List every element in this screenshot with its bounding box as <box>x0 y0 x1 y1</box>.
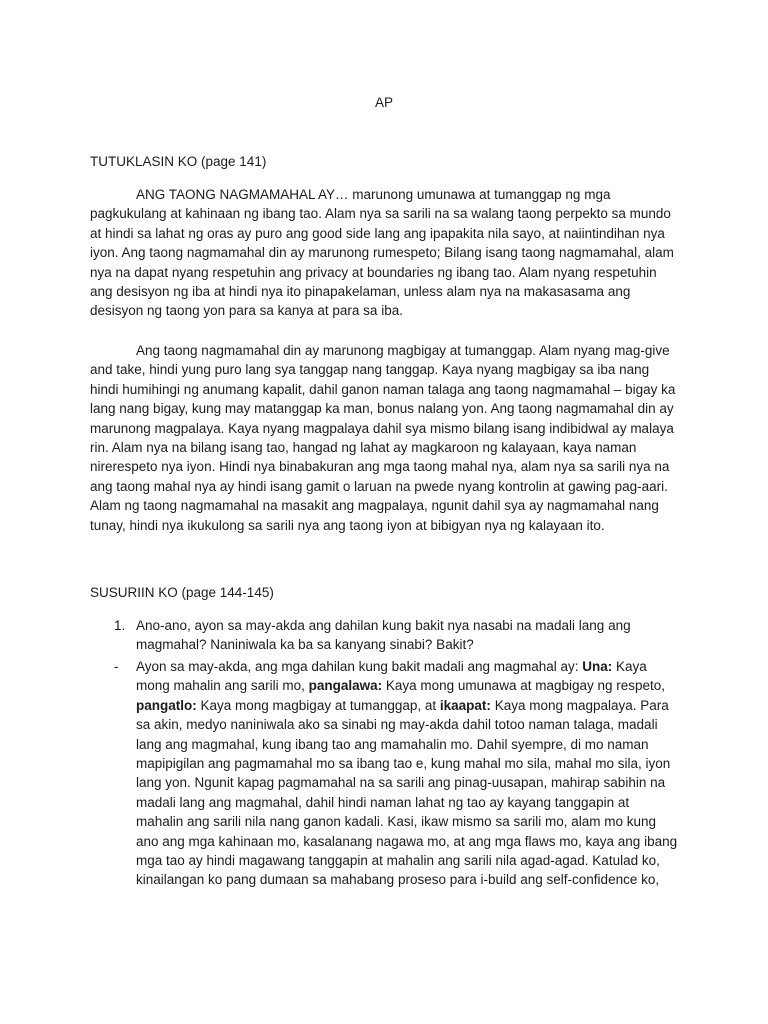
label-una: Una: <box>582 659 613 674</box>
document-title: AP <box>374 95 393 110</box>
answer-text <box>136 657 680 890</box>
label-ikaapat: ikaapat: <box>439 697 491 713</box>
label-pangalawa: pangalawa: <box>308 678 383 694</box>
paragraph-2: Ang taong nagmamahal din ay marunong magbigay at tumanggap. Alam nyang mag-give and take, hindi yung puro lang sya tanggap nang tanggap. Kaya nyang magbigay sa iba nang hindi humihingi ng anumang kapalit, dahil ganon naman talaga ang taong nagmamahal – bigay ka lang nang bigay, kung may matanggap ka man, bonus nalang yon. Ang taong nagmamahal din ay marunong magpalaya. Kaya nyang magpalaya dahil sya mismo bilang isang indibidwal ay malaya rin. Alam nya na bilang isang tao, hangad ng lahat ay magkaroon ng kalayaan, kaya naman nirerespeto nya iyon. Hindi nya binabakuran ang mga taong mahal nya, alam nya sa sarili nya na ang taong mahal nya ay hindi isang gamit o laruan na pwede nyang kontrolin at gawing pag-aari. Alam ng taong nagmamahal na masakit ang magpalaya, ngunit dahil sya ay nagmamahal nang tunay, hindi nya ikukulong sa sarili nya ang taong iyon at bibigyan nya ng kalayaan ito. <box>90 343 676 533</box>
label-pangatlo: pangatlo: <box>136 697 197 713</box>
section-heading-susuriin: SUSURIIN KO (page 144-145) <box>90 585 274 600</box>
text-pangatlo: Kaya mong magbigay at tumanggap, at <box>196 697 440 713</box>
paragraph-1: ANG TAONG NAGMAMAHAL AY… marunong umunawa at tumanggap ng mga pagkukulang at kahinaan ng ibang tao. Alam nya sa sarili na sa walang taong perpekto sa mundo at hindi sa lahat ng oras ay puro ang good side lang ang ipapakita nila sayo, at naiintindihan nya iyon. Ang taong nagmamahal din ay marunong rumespeto; Bilang isang taong nagmamahal, alam nya na dapat nyang respetuhin ang privacy at boundaries ng ibang tao. Alam nyang respetuhin ang desisyon ng iba at hindi nya ito pinapakelaman, unless alam nya na makasasama ang desisyon ng taong yon para sa kanya at para sa iba. <box>90 187 674 319</box>
text-pangalawa: Kaya mong umunawa at magbigay ng respeto, <box>382 678 666 694</box>
answer-bullet: - <box>114 659 119 674</box>
answer-item <box>90 657 680 890</box>
text-ikaapat: Kaya mong magpalaya. Para sa akin, medyo naniniwala ako sa sinabi ng may-akda dahil totoo naman talaga, madali lang ang magmahal, kung ibang tao ang mamahalin mo. Dahil syempre, di mo naman mapipigilan ang pagmamahal mo sa ibang tao e, kung mahal mo sila, mahal mo sila, iyon lang yon. Ngunit kapag pagmamahal na sa sarili ang pinag-uusapan, mahirap sabihin na madali lang ang magmahal, dahil hindi naman lahat ng tao ay kayang tanggapin at mahalin ang sarili nila nang ganon kadali. Kasi, ikaw mismo sa sarili mo, alam mo kung ano ang mga kahinaan mo, kasalanang nagawa mo, at ang mga flaws mo, kaya ang ibang mga tao ay hindi magawang tanggapin at mahalin ang sarili nila agad-agad. Katulad ko, kinailangan ko pang dumaan sa mahabang proseso para i-build ang self-confidence ko, <box>136 697 678 888</box>
question-number: 1. <box>114 618 126 633</box>
section-heading-tutuklasin: TUTUKLASIN KO (page 141) <box>90 154 267 169</box>
answer-intro: Ayon sa may-akda, ang mga dahilan kung bakit madali ang magmahal ay: <box>136 659 583 674</box>
text-una: Kaya mong mahalin ang sarili mo, <box>136 659 647 694</box>
question-text: Ano-ano, ayon sa may-akda ang dahilan kung bakit nya nasabi na madali lang ang magmahal? Naniniwala ka ba sa kanyang sinabi? Bakit? <box>136 618 631 653</box>
question-item <box>90 616 680 655</box>
